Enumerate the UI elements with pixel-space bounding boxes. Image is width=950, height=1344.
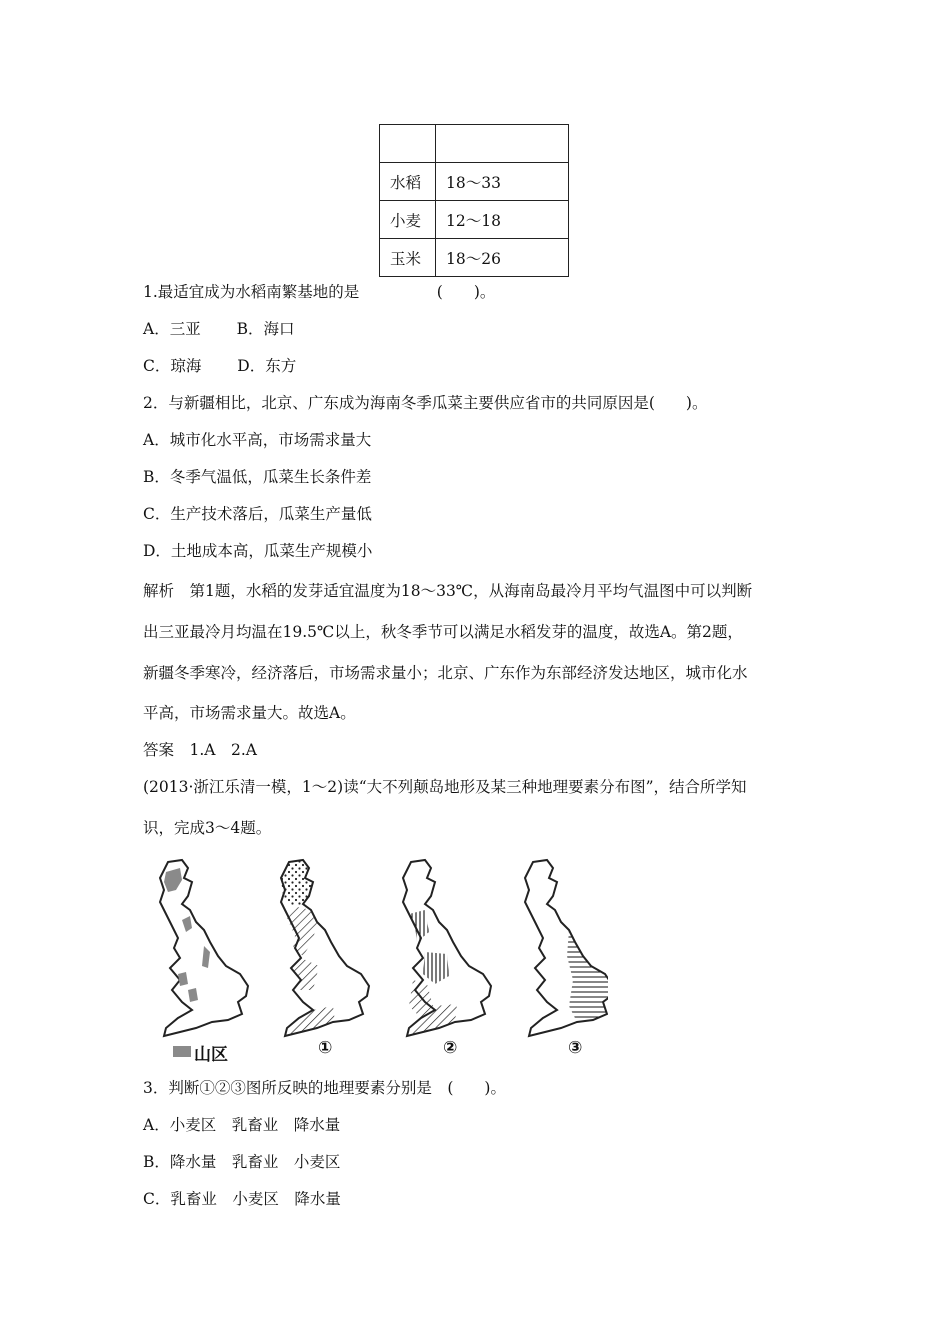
map-caption-2: ②: [443, 1038, 458, 1058]
analysis-line: 平高，市场需求量大。故选A。: [143, 704, 356, 722]
answer-line: 答案 1.A 2.A: [143, 741, 257, 759]
question-1-stem: 1.最适宜成为水稻南繁基地的是 ( )。: [143, 283, 496, 301]
question-3-option-a: A．小麦区 乳畜业 降水量: [143, 1116, 341, 1134]
intro-line: 识，完成3～4题。: [143, 819, 272, 837]
map-caption-1: ①: [318, 1038, 333, 1058]
question-3-option-c: C．乳畜业 小麦区 降水量: [143, 1190, 341, 1208]
table-row: [380, 239, 569, 277]
question-1-options-ab: A．三亚 B．海口: [143, 320, 295, 338]
table-cell: 玉米: [380, 239, 436, 277]
table-cell: 水稻: [380, 163, 436, 201]
table-cell: [436, 125, 569, 163]
maps-svg: [148, 856, 608, 1060]
table-row: [380, 125, 569, 163]
question-2-stem: 2．与新疆相比，北京、广东成为海南冬季瓜菜主要供应省市的共同原因是( )。: [143, 394, 708, 412]
map-caption-3: ③: [568, 1038, 583, 1058]
map-mountains: [160, 860, 248, 1036]
table-row: [380, 201, 569, 239]
table-cell: 18～26: [436, 239, 569, 277]
question-3-stem: 3．判断①②③图所反映的地理要素分别是 ( )。: [143, 1079, 506, 1097]
map-1: [281, 860, 369, 1036]
question-2-option-c: C．生产技术落后，瓜菜生产量低: [143, 505, 372, 523]
great-britain-maps-figure: [148, 856, 608, 1065]
table-row: [380, 163, 569, 201]
question-2-option-d: D．土地成本高，瓜菜生产规模小: [143, 542, 373, 560]
question-1-options-cd: C．琼海 D．东方: [143, 357, 297, 375]
question-3-option-b: B．降水量 乳畜业 小麦区: [143, 1153, 341, 1171]
table-cell: 小麦: [380, 201, 436, 239]
mountain-legend-swatch: [173, 1046, 191, 1057]
table-cell: [380, 125, 436, 163]
legend-label: 山区: [194, 1045, 228, 1065]
analysis-line: 出三亚最冷月均温在19.5℃以上，秋冬季节可以满足水稻发芽的温度，故选A。第2题，: [143, 623, 743, 641]
map-3: [525, 860, 608, 1036]
question-2-option-b: B．冬季气温低，瓜菜生长条件差: [143, 468, 372, 486]
crop-temperature-table: [379, 124, 569, 277]
table-cell: 12～18: [436, 201, 569, 239]
table-cell: 18～33: [436, 163, 569, 201]
intro-line: (2013·浙江乐清一模，1～2)读“大不列颠岛地形及某三种地理要素分布图”，结合所学知: [143, 778, 747, 796]
map-2: [403, 860, 491, 1036]
analysis-line: 解析 第1题，水稻的发芽适宜温度为18～33℃，从海南岛最冷月平均气温图中可以判断: [143, 582, 753, 600]
question-2-option-a: A．城市化水平高，市场需求量大: [143, 431, 372, 449]
analysis-line: 新疆冬季寒冷，经济落后，市场需求量小；北京、广东作为东部经济发达地区，城市化水: [143, 664, 748, 682]
